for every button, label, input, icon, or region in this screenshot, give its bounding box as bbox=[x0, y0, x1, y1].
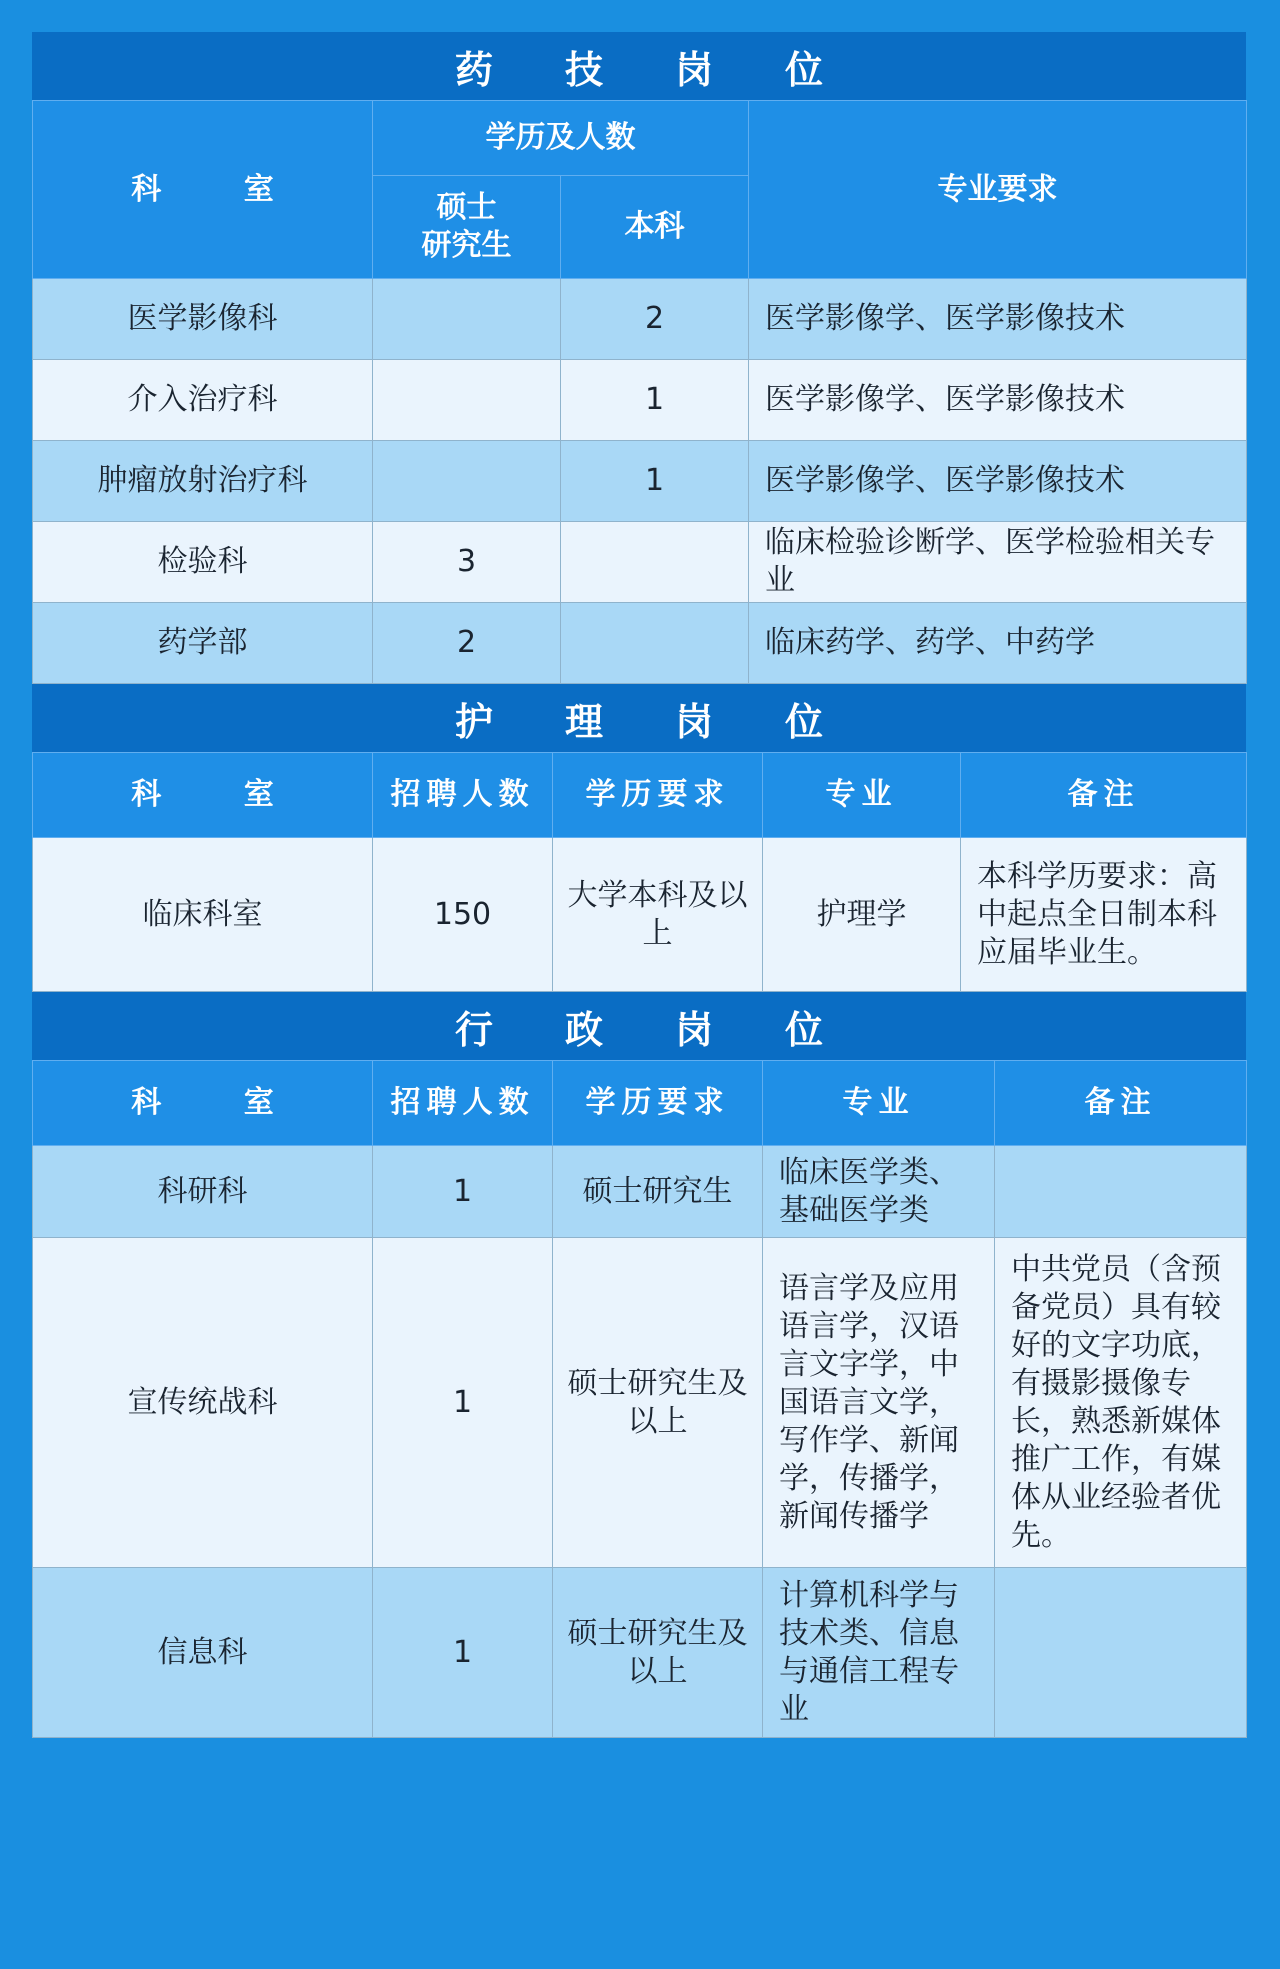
table-row bbox=[33, 441, 1247, 522]
col-header-major: 专业要求 bbox=[749, 101, 1247, 279]
cell-major: 计算机科学与技术类、信息与通信工程专业 bbox=[763, 1568, 995, 1738]
table-row bbox=[33, 603, 1247, 684]
yaoji-table bbox=[32, 100, 1247, 684]
col-header-dept: 科 室 bbox=[33, 101, 373, 279]
cell-major: 语言学及应用语言学，汉语言文字学，中国语言文学，写作学、新闻学，传播学，新闻传播学 bbox=[763, 1238, 995, 1568]
table-row bbox=[33, 279, 1247, 360]
cell-edu: 硕士研究生及以上 bbox=[553, 1568, 763, 1738]
col-header-count: 招聘人数 bbox=[373, 753, 553, 838]
cell-dept: 肿瘤放射治疗科 bbox=[33, 441, 373, 522]
cell-note: 中共党员（含预备党员）具有较好的文字功底，有摄影摄像专长，熟悉新媒体推广工作，有媒体从业经验者优先。 bbox=[995, 1238, 1247, 1568]
cell-bachelor bbox=[561, 603, 749, 684]
cell-master bbox=[373, 360, 561, 441]
cell-bachelor: 2 bbox=[561, 279, 749, 360]
col-header-major: 专业 bbox=[763, 753, 961, 838]
table-row bbox=[33, 1146, 1247, 1238]
cell-major: 临床药学、药学、中药学 bbox=[749, 603, 1247, 684]
cell-edu: 硕士研究生 bbox=[553, 1146, 763, 1238]
col-header-edu-count: 学历及人数 bbox=[373, 101, 749, 176]
cell-major: 护理学 bbox=[763, 838, 961, 992]
cell-major: 医学影像学、医学影像技术 bbox=[749, 279, 1247, 360]
cell-dept: 药学部 bbox=[33, 603, 373, 684]
col-header-dept: 科 室 bbox=[33, 753, 373, 838]
section-title-huli: 护理岗位 bbox=[32, 684, 1246, 752]
cell-master: 2 bbox=[373, 603, 561, 684]
col-header-bachelor: 本科 bbox=[561, 176, 749, 279]
cell-count: 1 bbox=[373, 1238, 553, 1568]
recruitment-tables bbox=[32, 32, 1246, 1738]
cell-bachelor: 1 bbox=[561, 441, 749, 522]
table-row bbox=[33, 522, 1247, 603]
cell-edu: 大学本科及以上 bbox=[553, 838, 763, 992]
cell-dept: 介入治疗科 bbox=[33, 360, 373, 441]
cell-note: 本科学历要求：高中起点全日制本科应届毕业生。 bbox=[961, 838, 1247, 992]
col-header-edu: 学历要求 bbox=[553, 753, 763, 838]
cell-dept: 医学影像科 bbox=[33, 279, 373, 360]
col-header-count: 招聘人数 bbox=[373, 1061, 553, 1146]
col-header-edu: 学历要求 bbox=[553, 1061, 763, 1146]
cell-master bbox=[373, 441, 561, 522]
cell-bachelor bbox=[561, 522, 749, 603]
cell-dept: 宣传统战科 bbox=[33, 1238, 373, 1568]
huli-table bbox=[32, 752, 1247, 992]
cell-bachelor: 1 bbox=[561, 360, 749, 441]
section-title-xingzheng: 行政岗位 bbox=[32, 992, 1246, 1060]
xingzheng-table bbox=[32, 1060, 1247, 1738]
cell-count: 1 bbox=[373, 1568, 553, 1738]
cell-major: 医学影像学、医学影像技术 bbox=[749, 360, 1247, 441]
section-title-yaoji: 药技岗位 bbox=[32, 32, 1246, 100]
col-header-note: 备注 bbox=[961, 753, 1247, 838]
cell-dept: 临床科室 bbox=[33, 838, 373, 992]
cell-count: 1 bbox=[373, 1146, 553, 1238]
cell-dept: 科研科 bbox=[33, 1146, 373, 1238]
table-row bbox=[33, 1568, 1247, 1738]
cell-edu: 硕士研究生及以上 bbox=[553, 1238, 763, 1568]
cell-dept: 信息科 bbox=[33, 1568, 373, 1738]
table-row bbox=[33, 360, 1247, 441]
table-row bbox=[33, 1238, 1247, 1568]
cell-note bbox=[995, 1568, 1247, 1738]
cell-note bbox=[995, 1146, 1247, 1238]
cell-major: 临床医学类、基础医学类 bbox=[763, 1146, 995, 1238]
col-header-major: 专业 bbox=[763, 1061, 995, 1146]
col-header-note: 备注 bbox=[995, 1061, 1247, 1146]
col-header-master: 硕士 研究生 bbox=[373, 176, 561, 279]
cell-count: 150 bbox=[373, 838, 553, 992]
cell-major: 医学影像学、医学影像技术 bbox=[749, 441, 1247, 522]
table-row bbox=[33, 838, 1247, 992]
cell-master: 3 bbox=[373, 522, 561, 603]
cell-master bbox=[373, 279, 561, 360]
cell-major: 临床检验诊断学、医学检验相关专业 bbox=[749, 522, 1247, 603]
cell-dept: 检验科 bbox=[33, 522, 373, 603]
col-header-dept: 科 室 bbox=[33, 1061, 373, 1146]
